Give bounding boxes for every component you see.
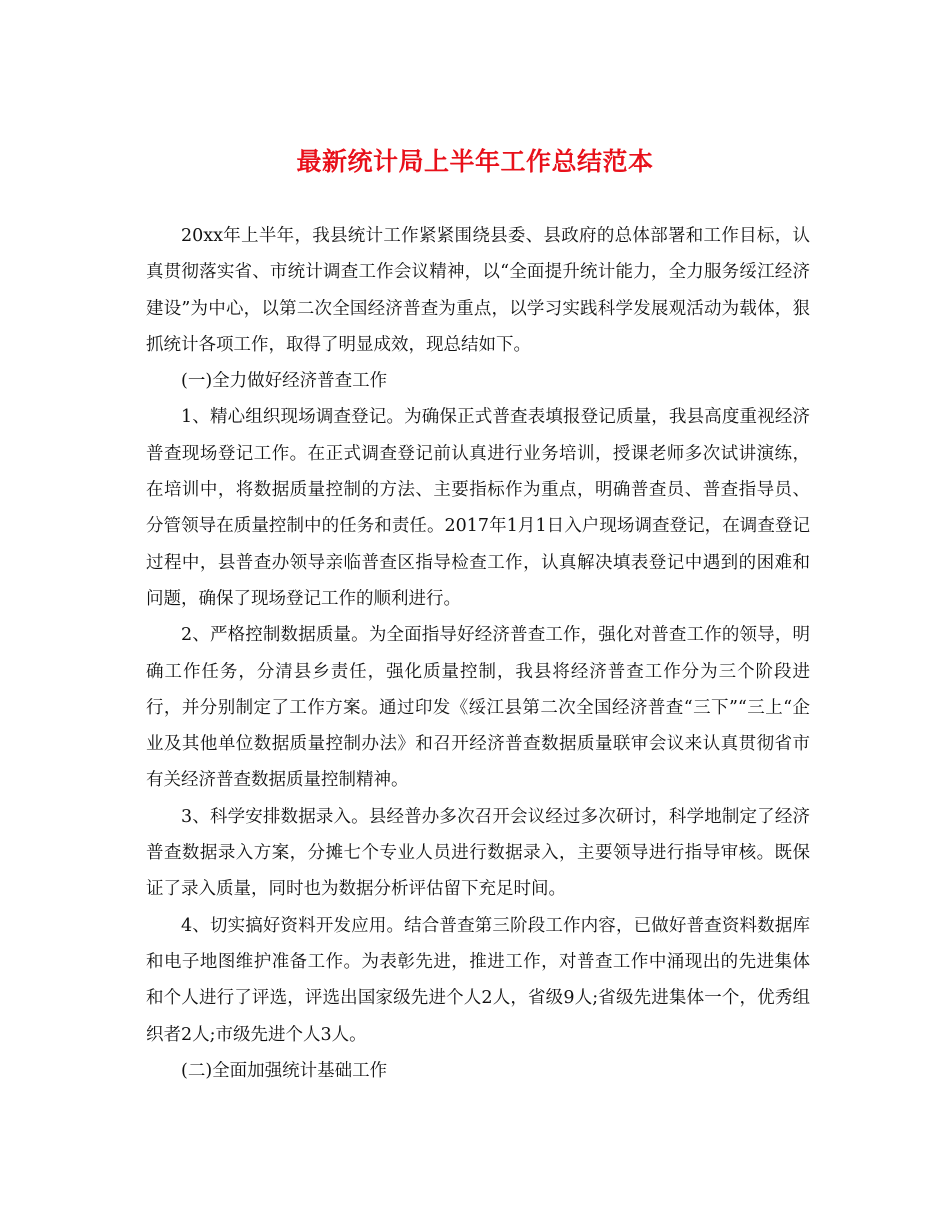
document-body (146, 218, 810, 1089)
section-heading-1: (一)全力做好经济普查工作 (181, 371, 388, 392)
paragraph-item-3: 3、科学安排数据录入。县经普办多次召开会议经过多次研讨，科学地制定了经济普查数据录入方案，分摊七个专业人员进行数据录入，主要领导进行指导审核。既保证了录入质量，同时也为数据分析评估留下充足时间。 (146, 806, 810, 900)
paragraph-item-4: 4、切实搞好资料开发应用。结合普查第三阶段工作内容，已做好普查资料数据库和电子地图维护准备工作。为表彰先进，推进工作，对普查工作中涌现出的先进集体和个人进行了评选，评选出国家级先进个人2人，省级9人;省级先进集体一个，优秀组织者2人;市级先进个人3人。 (146, 915, 810, 1045)
paragraph-item-2: 2、严格控制数据质量。为全面指导好经济普查工作，强化对普查工作的领导，明确工作任务，分清县乡责任，强化质量控制，我县将经济普查工作分为三个阶段进行，并分别制定了工作方案。通过印发《绥江县第二次全国经济普查“三下”“三上“企业及其他单位数据质量控制办法》和召开经济普查数据质量联审会议来认真贯彻省市有关经济普查数据质量控制精神。 (146, 625, 810, 791)
paragraph-intro: 20xx年上半年，我县统计工作紧紧围绕县委、县政府的总体部署和工作目标，认真贯彻落实省、市统计调查工作会议精神，以“全面提升统计能力，全力服务绥江经济建设”为中心，以第二次全国经济普查为重点，以学习实践科学发展观活动为载体，狠抓统计各项工作，取得了明显成效，现总结如下。 (146, 226, 810, 355)
paragraph-item-1: 1、精心组织现场调查登记。为确保正式普查表填报登记质量，我县高度重视经济普查现场登记工作。在正式调查登记前认真进行业务培训，授课老师多次试讲演练，在培训中，将数据质量控制的方法、主要指标作为重点，明确普查员、普查指导员、分管领导在质量控制中的任务和责任。2017年1月1日入户现场调查登记，在调查登记过程中，县普查办领导亲临普查区指导检查工作，认真解决填表登记中遇到的困难和问题，确保了现场登记工作的顺利进行。 (146, 407, 810, 609)
section-heading-2: (二)全面加强统计基础工作 (181, 1060, 388, 1081)
document-title: 最新统计局上半年工作总结范本 (296, 147, 654, 176)
